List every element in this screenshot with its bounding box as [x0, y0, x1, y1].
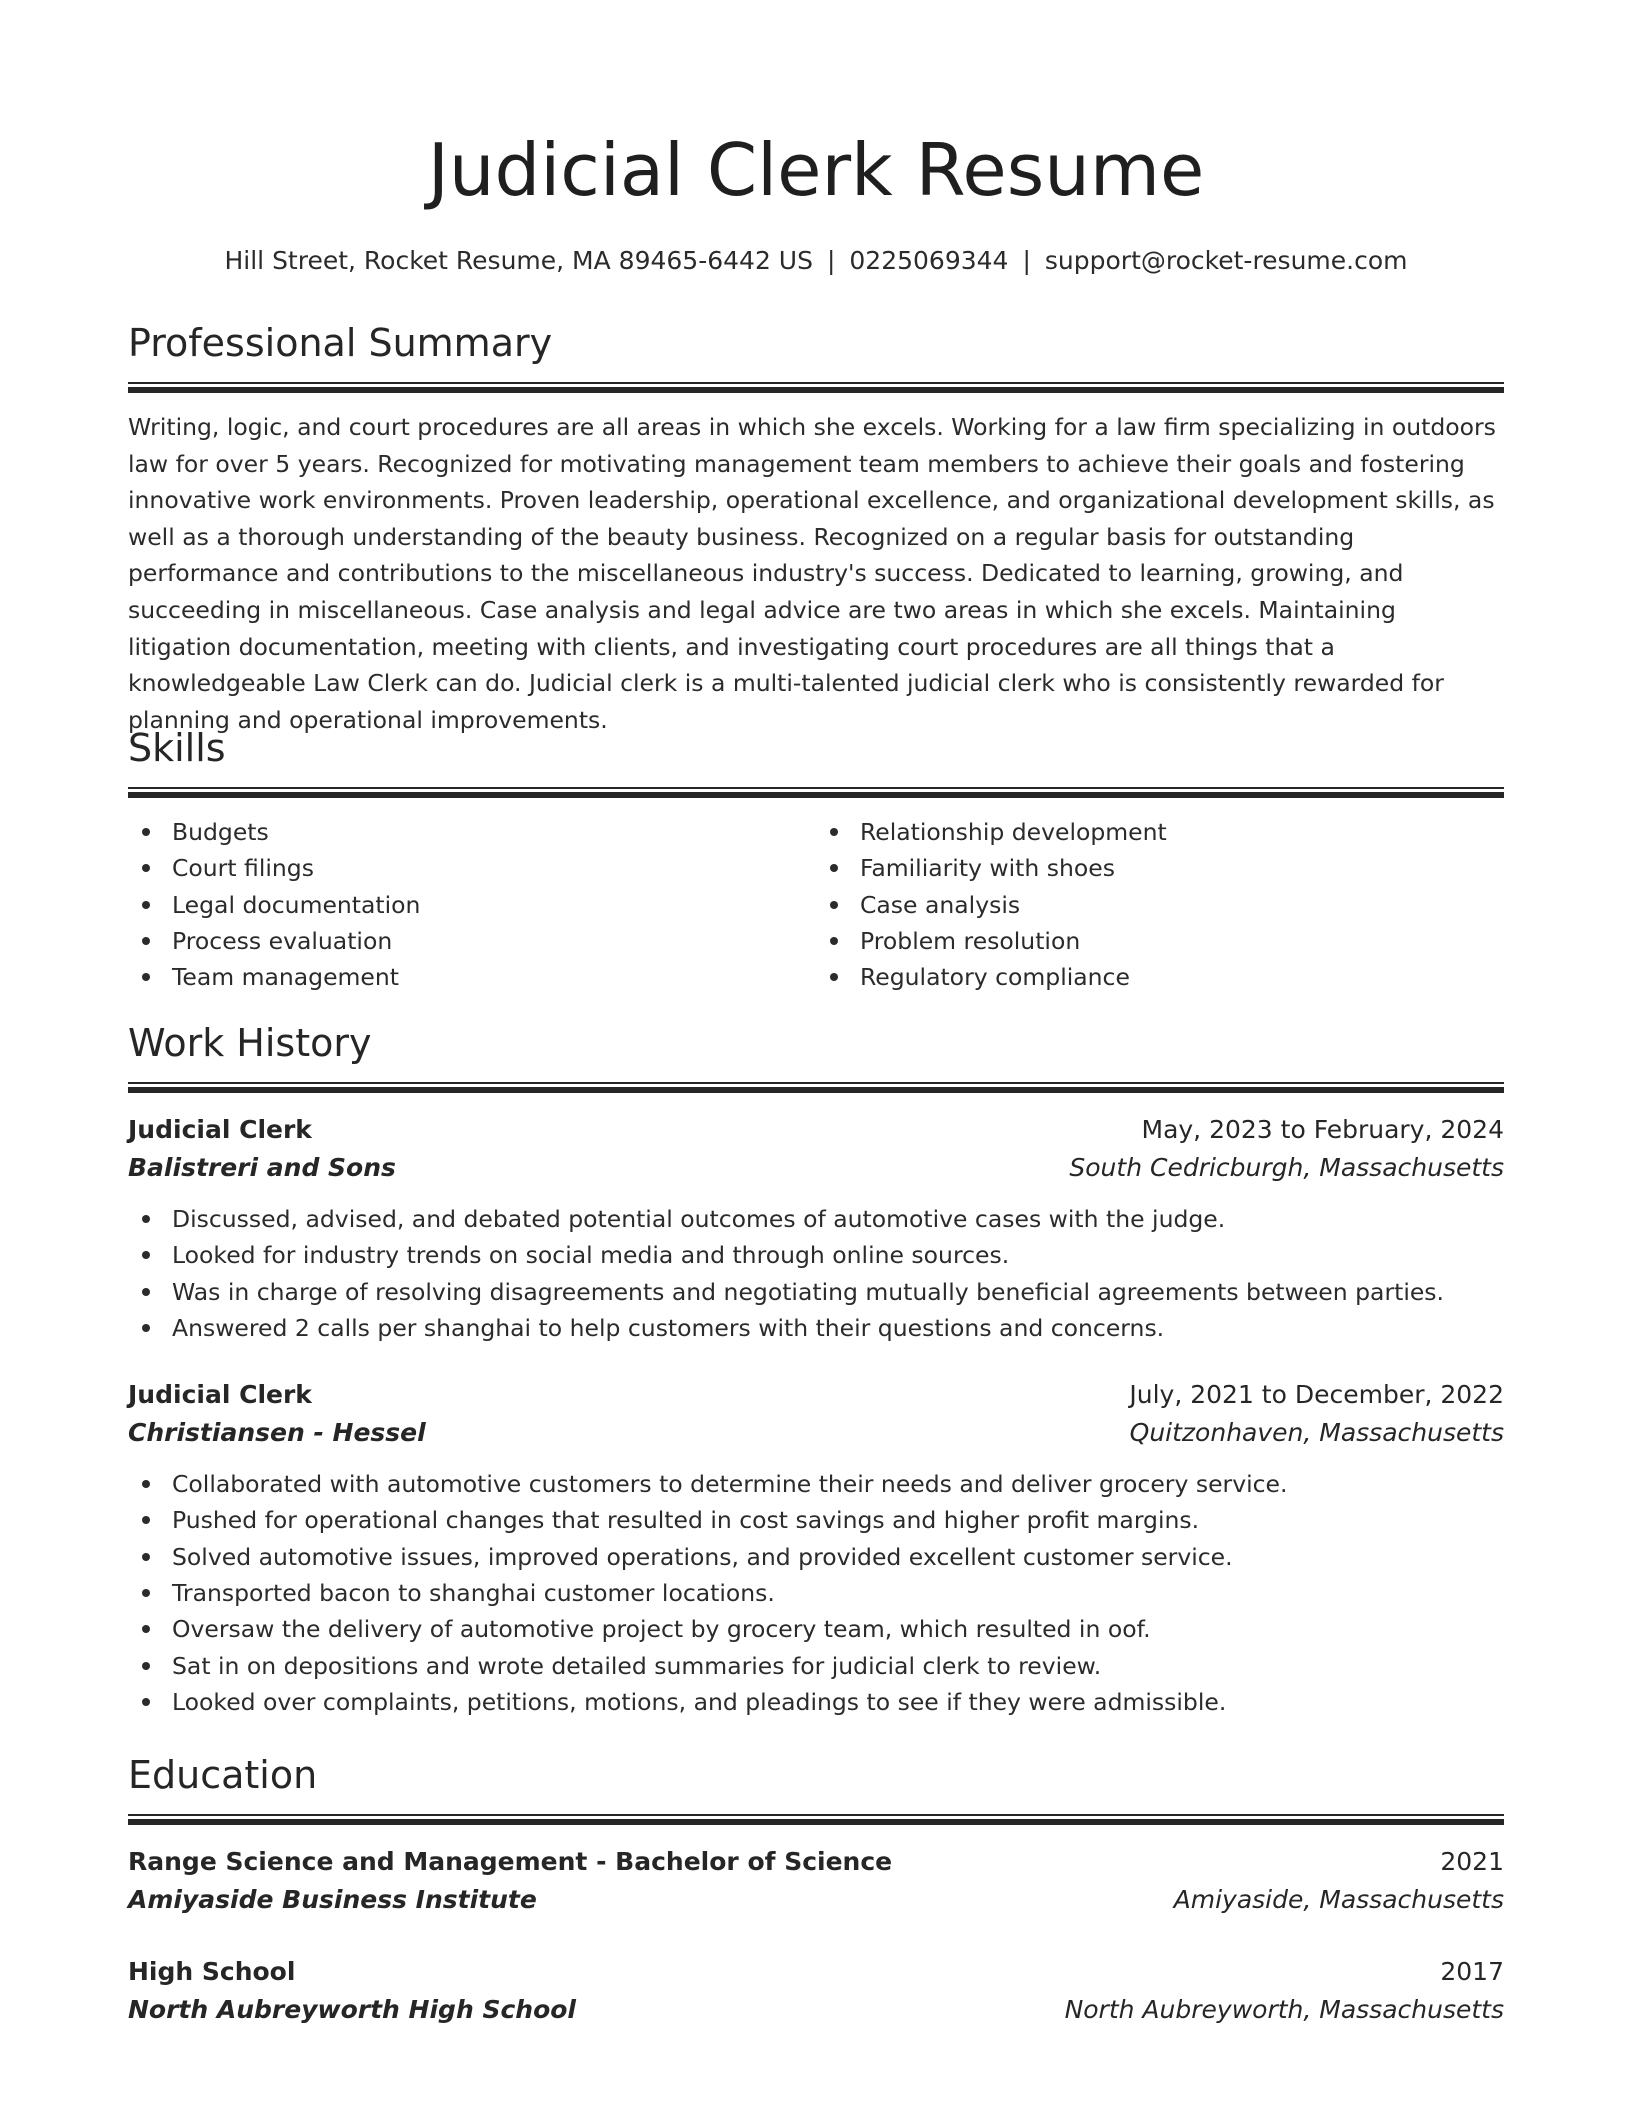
duty-text: Solved automotive issues, improved operations, and provided excellent customer service.	[172, 1542, 1233, 1571]
list-item	[128, 1310, 1504, 1346]
list-item	[128, 1201, 1504, 1237]
skills-section	[128, 723, 1504, 995]
education-year: 2017	[1440, 1957, 1504, 1986]
contact-address: Hill Street, Rocket Resume, MA 89465-6442 US	[224, 246, 813, 275]
education-entry	[128, 1843, 1504, 1919]
bullet-icon	[142, 1553, 150, 1561]
job-title: Judicial Clerk	[128, 1115, 312, 1144]
skill-item	[128, 923, 816, 959]
list-item	[128, 1684, 1504, 1720]
list-item	[128, 1575, 1504, 1611]
job-dates: May, 2023 to February, 2024	[1141, 1115, 1504, 1144]
job-location: Quitzonhaven, Massachusetts	[1129, 1418, 1504, 1448]
section-divider	[128, 1814, 1504, 1825]
job-company-row	[128, 1149, 1504, 1187]
skill-label: Team management	[172, 963, 400, 992]
contact-email: support@rocket-resume.com	[1044, 246, 1408, 275]
skill-label: Process evaluation	[172, 926, 393, 955]
skill-item	[128, 887, 816, 923]
job-entry	[128, 1376, 1504, 1720]
section-heading-skills: Skills	[128, 726, 226, 770]
duty-text: Transported bacon to shanghai customer locations.	[172, 1579, 775, 1608]
list-item	[128, 1466, 1504, 1502]
contact-separator: |	[826, 246, 836, 275]
section-divider	[128, 787, 1504, 798]
skill-label: Familiarity with shoes	[860, 854, 1115, 883]
education-entry	[128, 1953, 1504, 2029]
list-item	[128, 1611, 1504, 1647]
skill-item	[816, 887, 1504, 923]
skill-item	[816, 959, 1504, 995]
duty-text: Looked for industry trends on social media and through online sources.	[172, 1241, 1010, 1270]
bullet-icon	[830, 864, 838, 872]
resume-title: Judicial Clerk Resume	[427, 128, 1205, 212]
bullet-icon	[142, 1215, 150, 1223]
list-item	[128, 1502, 1504, 1538]
skill-label: Regulatory compliance	[860, 963, 1130, 992]
job-duties	[128, 1201, 1504, 1346]
bullet-icon	[142, 864, 150, 872]
skill-label: Relationship development	[860, 818, 1167, 846]
duty-text: Oversaw the delivery of automotive project by grocery team, which resulted in oof.	[172, 1615, 1151, 1644]
list-item	[128, 1274, 1504, 1310]
bullet-icon	[142, 1625, 150, 1633]
education-header-row	[128, 1953, 1504, 1991]
education-header-row	[128, 1843, 1504, 1881]
education-degree: High School	[128, 1957, 296, 1986]
job-duties	[128, 1466, 1504, 1720]
job-header-row	[128, 1111, 1504, 1149]
bullet-icon	[142, 901, 150, 909]
job-company: Balistreri and Sons	[128, 1153, 396, 1182]
section-heading-work: Work History	[128, 1021, 372, 1065]
bullet-icon	[142, 828, 150, 836]
education-section	[128, 1750, 1504, 2029]
bullet-icon	[142, 1662, 150, 1670]
education-year: 2021	[1440, 1847, 1504, 1876]
skills-column-left	[128, 814, 816, 995]
bullet-icon	[142, 1698, 150, 1706]
list-item	[128, 1237, 1504, 1273]
duty-text: Was in charge of resolving disagreements and negotiating mutually beneficial agreements between parties.	[172, 1277, 1445, 1306]
education-location: Amiyaside, Massachusetts	[1173, 1885, 1504, 1914]
job-company: Christiansen - Hessel	[128, 1418, 426, 1448]
section-heading-education: Education	[128, 1753, 318, 1797]
list-item	[128, 1648, 1504, 1684]
summary-text: Writing, logic, and court procedures are all areas in which she excels. Working for a law firm specializing in outdoors law for over 5 years. Recognized for motivating management team members to achieve their goals and fostering innovative work environments. Proven leadership, operational excellence, and organizational development skills, as well as a thorough understanding of the beauty business. Recognized on a regular basis for outstanding performance and contributions to the miscellaneous industry's success. Dedicated to learning, growing, and succeeding in miscellaneous. Case analysis and legal advice are two areas in which she excels. Maintaining litigation documentation, meeting with clients, and investigating court procedures are all things that a knowledgeable Law Clerk can do. Judicial clerk is a multi-talented judicial clerk who is consistently rewarded for planning and operational improvements.	[128, 413, 1496, 734]
contact-phone: 0225069344	[849, 246, 1009, 275]
skills-columns	[128, 814, 1504, 995]
skill-label: Problem resolution	[860, 926, 1081, 955]
bullet-icon	[142, 1251, 150, 1259]
duty-text: Pushed for operational changes that resulted in cost savings and higher profit margins.	[172, 1506, 1200, 1535]
job-entry	[128, 1111, 1504, 1346]
summary-section	[128, 318, 1504, 738]
skill-label: Case analysis	[860, 890, 1021, 919]
skill-item	[128, 814, 816, 850]
duty-text: Answered 2 calls per shanghai to help customers with their questions and concerns.	[172, 1313, 1165, 1342]
bullet-icon	[142, 937, 150, 945]
skill-label: Budgets	[172, 818, 269, 846]
bullet-icon	[142, 1480, 150, 1488]
education-degree: Range Science and Management - Bachelor of Science	[128, 1847, 893, 1876]
contact-separator: |	[1022, 246, 1031, 275]
education-school-row	[128, 1881, 1504, 1919]
skill-item	[816, 814, 1504, 850]
work-history-section	[128, 1018, 1504, 1720]
list-item	[128, 1539, 1504, 1575]
skill-label: Court filings	[172, 854, 314, 883]
job-title: Judicial Clerk	[128, 1380, 312, 1410]
skill-item	[816, 923, 1504, 959]
bullet-icon	[142, 973, 150, 981]
skill-item	[128, 850, 816, 886]
skill-item	[816, 850, 1504, 886]
section-divider	[128, 382, 1504, 393]
job-company-row	[128, 1414, 1504, 1452]
job-header-row	[128, 1376, 1504, 1414]
bullet-icon	[830, 901, 838, 909]
skill-label: Legal documentation	[172, 890, 421, 919]
duty-text: Sat in on depositions and wrote detailed summaries for judicial clerk to review.	[172, 1651, 1102, 1680]
duty-text: Looked over complaints, petitions, motions, and pleadings to see if they were admissible.	[172, 1687, 1227, 1716]
bullet-icon	[142, 1324, 150, 1332]
duty-text: Discussed, advised, and debated potential outcomes of automotive cases with the judge.	[172, 1205, 1226, 1233]
bullet-icon	[830, 828, 838, 836]
bullet-icon	[830, 973, 838, 981]
section-divider	[128, 1082, 1504, 1093]
section-heading-summary: Professional Summary	[128, 321, 553, 365]
duty-text: Collaborated with automotive customers to determine their needs and deliver grocery service.	[172, 1470, 1288, 1499]
education-location: North Aubreyworth, Massachusetts	[1064, 1995, 1504, 2024]
job-location: South Cedricburgh, Massachusetts	[1069, 1153, 1504, 1182]
education-school-row	[128, 1991, 1504, 2029]
bullet-icon	[830, 937, 838, 945]
skill-item	[128, 959, 816, 995]
job-dates: July, 2021 to December, 2022	[1129, 1380, 1504, 1410]
bullet-icon	[142, 1288, 150, 1296]
education-school: North Aubreyworth High School	[128, 1995, 576, 2024]
bullet-icon	[142, 1589, 150, 1597]
bullet-icon	[142, 1516, 150, 1524]
skills-column-right	[816, 814, 1504, 995]
contact-line	[128, 244, 1504, 278]
education-school: Amiyaside Business Institute	[128, 1885, 537, 1914]
